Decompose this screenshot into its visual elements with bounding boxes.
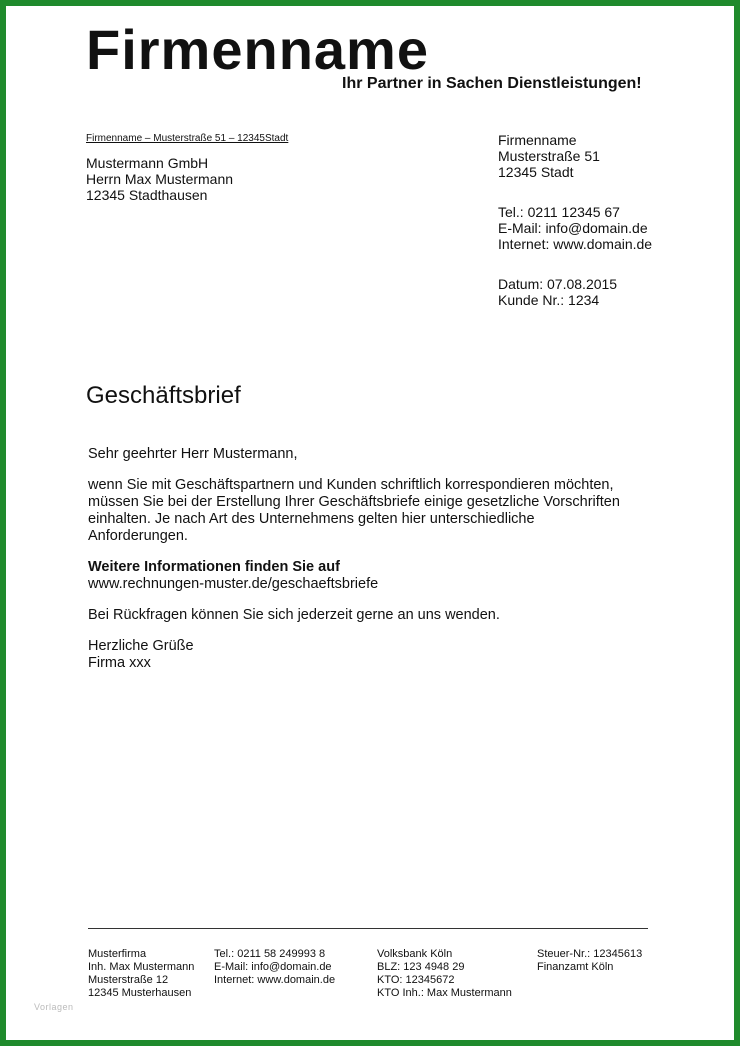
letter-body [88, 446, 668, 686]
questions-line: Bei Rückfragen können Sie sich jederzeit gerne an uns wenden. [88, 607, 500, 623]
sender-info-block [498, 132, 652, 308]
more-info [88, 559, 668, 593]
paragraph-line: müssen Sie bei der Erstellung Ihrer Geschäftsbriefe einige gesetzliche Vorschriften [88, 494, 620, 510]
info-date: Datum: 07.08.2015 [498, 276, 618, 292]
footer-line: Musterstraße 12 [88, 974, 169, 986]
closing: Herzliche Grüße [88, 638, 194, 654]
body-paragraph [88, 477, 668, 545]
footer-line: Musterfirma [88, 948, 147, 960]
more-info-heading: Weitere Informationen finden Sie auf [88, 559, 340, 575]
recipient-person: Herrn Max Mustermann [86, 171, 234, 187]
more-info-url: www.rechnungen-muster.de/geschaeftsbriefe [88, 576, 379, 592]
tagline: Ihr Partner in Sachen Dienstleistungen! [342, 75, 642, 92]
footer-line: BLZ: 123 4948 29 [377, 961, 465, 973]
footer-line: Inh. Max Mustermann [88, 961, 195, 973]
footer-line: Finanzamt Köln [537, 961, 614, 973]
info-internet: Internet: www.domain.de [498, 236, 653, 252]
info-email: E-Mail: info@domain.de [498, 220, 648, 236]
recipient-address [86, 155, 233, 203]
footer-line: E-Mail: info@domain.de [214, 961, 332, 973]
watermark: Vorlagen [34, 1002, 74, 1012]
footer-tax-column [537, 948, 642, 974]
recipient-city: 12345 Stadthausen [86, 187, 208, 203]
company-name: Firmenname [86, 18, 429, 81]
signature: Firma xxx [88, 655, 151, 671]
paragraph-line: Anforderungen. [88, 528, 188, 544]
footer-line: KTO: 12345672 [377, 974, 455, 986]
footer-line: Steuer-Nr.: 12345613 [537, 948, 643, 960]
info-name: Firmenname [498, 132, 577, 148]
footer-line: Volksbank Köln [377, 948, 453, 960]
info-customer-number: Kunde Nr.: 1234 [498, 292, 600, 308]
letter-subject: Geschäftsbrief [86, 382, 241, 409]
sender-return-address: Firmenname – Musterstraße 51 – 12345Stadt [86, 133, 289, 144]
closing-block [88, 638, 668, 672]
footer-contact-column [214, 948, 335, 987]
footer-bank-column [377, 948, 512, 1000]
footer-line: 12345 Musterhausen [88, 987, 192, 999]
salutation: Sehr geehrter Herr Mustermann, [88, 446, 298, 462]
info-city: 12345 Stadt [498, 164, 574, 180]
recipient-company: Mustermann GmbH [86, 155, 209, 171]
footer-line: Tel.: 0211 58 249993 8 [214, 948, 326, 960]
info-street: Musterstraße 51 [498, 148, 600, 164]
footer-company-column [88, 948, 194, 1000]
footer-line: KTO Inh.: Max Mustermann [377, 987, 512, 999]
paragraph-line: wenn Sie mit Geschäftspartnern und Kunden schriftlich korrespondieren möchten, [88, 477, 614, 493]
footer-line: Internet: www.domain.de [214, 974, 336, 986]
info-phone: Tel.: 0211 12345 67 [498, 204, 620, 220]
paragraph-line: einhalten. Je nach Art des Unternehmens gelten hier unterschiedliche [88, 511, 535, 527]
footer-divider [88, 928, 648, 929]
